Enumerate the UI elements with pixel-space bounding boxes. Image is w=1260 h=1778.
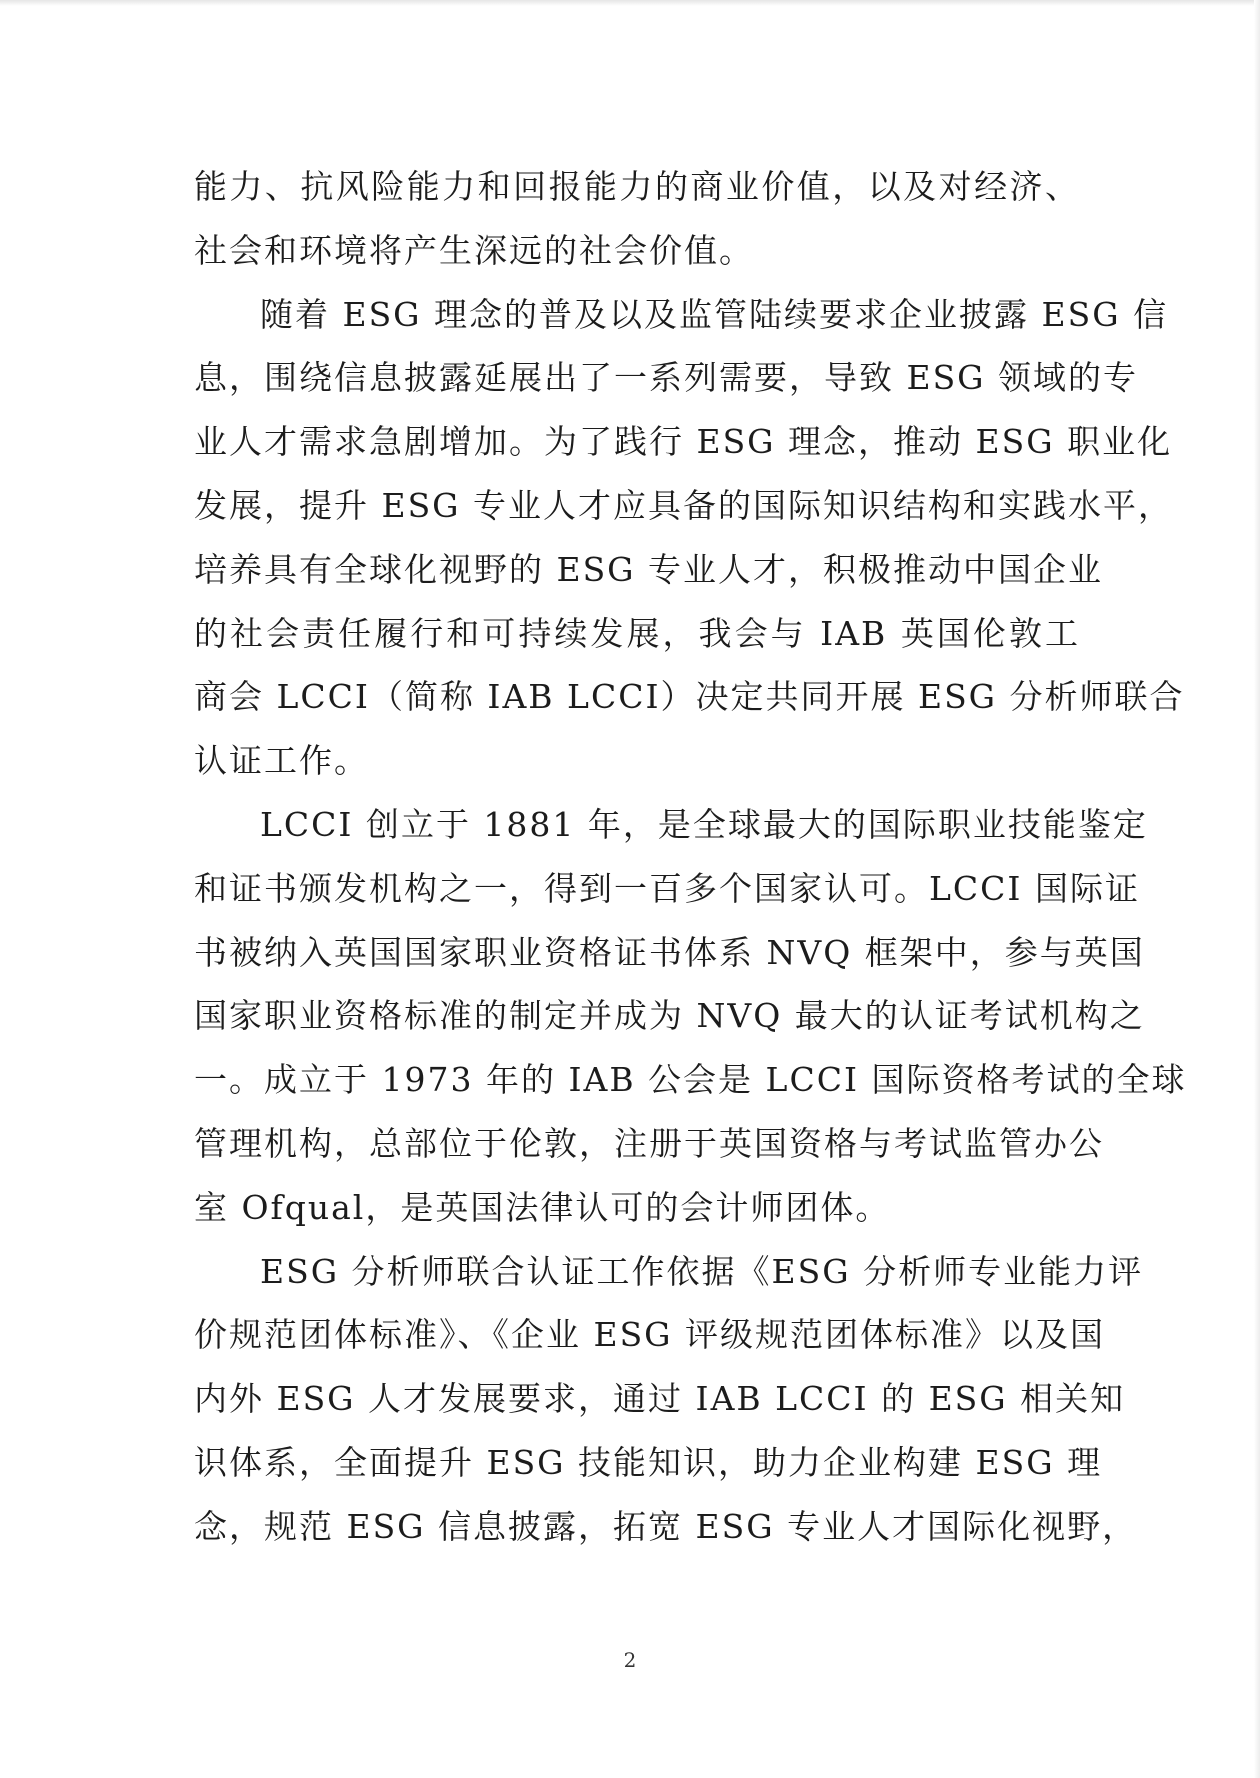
text-line: 业人才需求急剧增加。为了践行 ESG 理念，推动 ESG 职业化 xyxy=(194,422,1173,462)
text-line: 价规范团体标准》、《企业 ESG 评级规范团体标准》以及国 xyxy=(194,1315,1106,1355)
text-line: ESG 分析师联合认证工作依据《ESG 分析师专业能力评 xyxy=(260,1251,1144,1291)
text-line: 随着 ESG 理念的普及以及监管陆续要求企业披露 ESG 信 xyxy=(260,294,1169,334)
page-top-edge xyxy=(0,0,1260,6)
paragraph xyxy=(194,155,1080,283)
text-line: 内外 ESG 人才发展要求，通过 IAB LCCI 的 ESG 相关知 xyxy=(194,1379,1126,1419)
text-line: 培养具有全球化视野的 ESG 专业人才，积极推动中国企业 xyxy=(194,549,1104,589)
text-line: 的社会责任履行和可持续发展，我会与 IAB 英国伦敦工 xyxy=(194,613,1080,653)
paragraph xyxy=(194,1240,1144,1559)
text-line: 管理机构，总部位于伦敦，注册于英国资格与考试监管办公 xyxy=(194,1123,1104,1163)
text-line: 和证书颁发机构之一，得到一百多个国家认可。LCCI 国际证 xyxy=(194,868,1140,908)
text-line: 商会 LCCI（简称 IAB LCCI）决定共同开展 ESG 分析师联合 xyxy=(194,677,1185,717)
text-line: 国家职业资格标准的制定并成为 NVQ 最大的认证考试机构之 xyxy=(194,996,1145,1036)
text-line: LCCI 创立于 1881 年，是全球最大的国际职业技能鉴定 xyxy=(260,804,1148,844)
text-line: 室 Ofqual，是英国法律认可的会计师团体。 xyxy=(194,1187,891,1227)
text-line: 能力、抗风险能力和回报能力的商业价值，以及对经济、 xyxy=(194,167,1080,206)
paragraph xyxy=(194,283,1185,793)
text-line: 书被纳入英国国家职业资格证书体系 NVQ 框架中，参与英国 xyxy=(194,932,1145,972)
paragraph xyxy=(194,793,1187,1240)
page-number: 2 xyxy=(623,1648,637,1672)
page-right-edge xyxy=(1254,0,1260,1778)
text-line: 一。成立于 1973 年的 IAB 公会是 LCCI 国际资格考试的全球 xyxy=(194,1060,1187,1100)
text-line: 社会和环境将产生深远的社会价值。 xyxy=(194,230,754,270)
text-line: 识体系，全面提升 ESG 技能知识，助力企业构建 ESG 理 xyxy=(194,1442,1103,1482)
text-line: 发展，提升 ESG 专业人才应具备的国际知识结构和实践水平， xyxy=(194,485,1174,525)
text-line: 息，围绕信息披露延展出了一系列需要，导致 ESG 领域的专 xyxy=(194,358,1139,398)
document-body xyxy=(194,155,1187,1559)
text-line: 认证工作。 xyxy=(194,741,369,781)
text-line: 念，规范 ESG 信息披露，拓宽 ESG 专业人才国际化视野， xyxy=(194,1506,1138,1546)
